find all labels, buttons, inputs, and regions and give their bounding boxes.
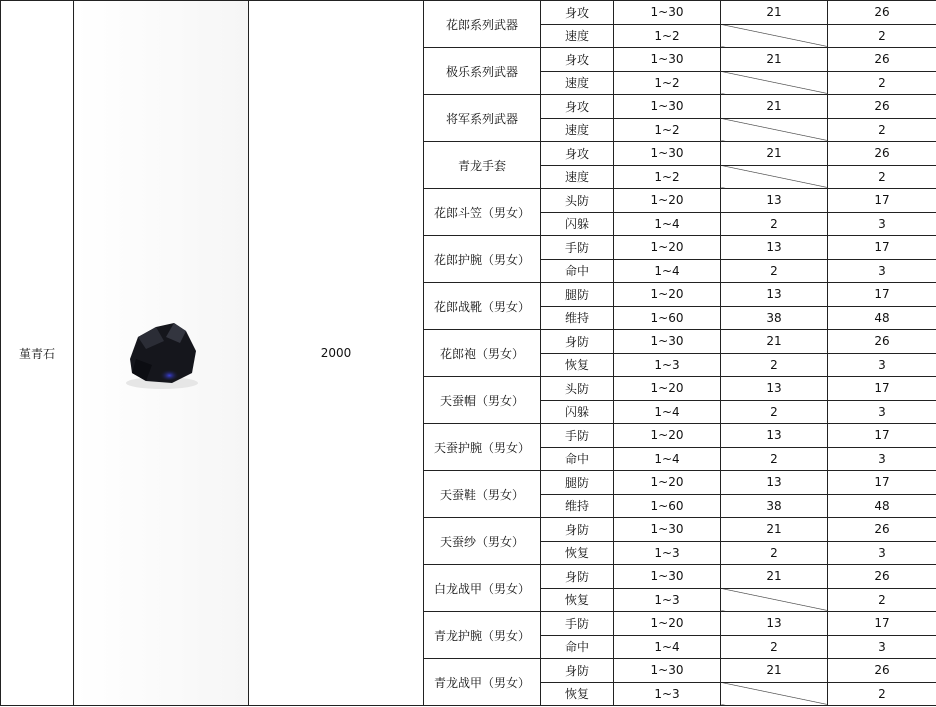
level-range: 1~30 — [614, 48, 721, 72]
level-range: 1~2 — [614, 165, 721, 189]
level-range: 1~60 — [614, 306, 721, 330]
value-max: 26 — [828, 142, 936, 166]
level-range: 1~2 — [614, 118, 721, 142]
value-max: 26 — [828, 518, 936, 542]
value-min: 2 — [721, 212, 828, 236]
level-range: 1~2 — [614, 71, 721, 95]
value-max: 3 — [828, 259, 936, 283]
value-max: 2 — [828, 118, 936, 142]
level-range: 1~3 — [614, 541, 721, 565]
item-name: 花郎战靴（男女） — [424, 283, 541, 330]
attribute-name: 身防 — [541, 518, 614, 542]
value-max: 48 — [828, 306, 936, 330]
item-name: 天蚕鞋（男女） — [424, 471, 541, 518]
value-min: 21 — [721, 659, 828, 683]
empty-slash-cell — [721, 588, 828, 612]
value-min: 2 — [721, 353, 828, 377]
value-min: 13 — [721, 424, 828, 448]
attribute-name: 身攻 — [541, 1, 614, 25]
item-name: 花郎护腕（男女） — [424, 236, 541, 283]
attribute-name: 命中 — [541, 635, 614, 659]
attribute-name: 手防 — [541, 236, 614, 260]
level-range: 1~20 — [614, 424, 721, 448]
level-range: 1~4 — [614, 635, 721, 659]
value-min: 21 — [721, 330, 828, 354]
value-max: 26 — [828, 659, 936, 683]
value-max: 3 — [828, 212, 936, 236]
value-min: 13 — [721, 283, 828, 307]
value-max: 17 — [828, 424, 936, 448]
value-max: 26 — [828, 565, 936, 589]
attribute-name: 命中 — [541, 447, 614, 471]
empty-slash-cell — [721, 682, 828, 706]
item-name: 花郎系列武器 — [424, 1, 541, 48]
level-range: 1~4 — [614, 259, 721, 283]
value-min: 2 — [721, 541, 828, 565]
value-max: 3 — [828, 541, 936, 565]
level-range: 1~60 — [614, 494, 721, 518]
attribute-name: 速度 — [541, 71, 614, 95]
level-range: 1~20 — [614, 189, 721, 213]
item-name: 花郎斗笠（男女） — [424, 189, 541, 236]
level-range: 1~20 — [614, 283, 721, 307]
value-max: 2 — [828, 165, 936, 189]
attribute-name: 维持 — [541, 306, 614, 330]
attribute-name: 腿防 — [541, 471, 614, 495]
value-min: 13 — [721, 189, 828, 213]
table-row — [1, 1, 936, 25]
value-min: 21 — [721, 518, 828, 542]
value-max: 17 — [828, 471, 936, 495]
attribute-name: 手防 — [541, 612, 614, 636]
dark-blue-ore-icon — [116, 313, 206, 393]
attribute-name: 恢复 — [541, 682, 614, 706]
level-range: 1~30 — [614, 518, 721, 542]
attribute-name: 闪躲 — [541, 400, 614, 424]
attribute-name: 维持 — [541, 494, 614, 518]
item-name: 将军系列武器 — [424, 95, 541, 142]
value-max: 3 — [828, 447, 936, 471]
level-range: 1~4 — [614, 400, 721, 424]
value-min: 38 — [721, 494, 828, 518]
item-name: 青龙手套 — [424, 142, 541, 189]
value-min: 2 — [721, 447, 828, 471]
attribute-name: 速度 — [541, 165, 614, 189]
value-max: 2 — [828, 71, 936, 95]
value-min: 13 — [721, 377, 828, 401]
attribute-name: 闪躲 — [541, 212, 614, 236]
value-min: 21 — [721, 565, 828, 589]
value-min: 2 — [721, 635, 828, 659]
attribute-name: 身防 — [541, 565, 614, 589]
attribute-name: 手防 — [541, 424, 614, 448]
value-min: 2 — [721, 400, 828, 424]
value-max: 3 — [828, 635, 936, 659]
value-max: 17 — [828, 189, 936, 213]
value-max: 2 — [828, 588, 936, 612]
value-min: 21 — [721, 95, 828, 119]
level-range: 1~30 — [614, 659, 721, 683]
level-range: 1~20 — [614, 612, 721, 636]
item-name: 青龙战甲（男女） — [424, 659, 541, 706]
value-max: 2 — [828, 24, 936, 48]
empty-slash-cell — [721, 24, 828, 48]
attribute-name: 身攻 — [541, 48, 614, 72]
value-max: 17 — [828, 283, 936, 307]
value-max: 3 — [828, 353, 936, 377]
level-range: 1~20 — [614, 377, 721, 401]
attribute-name: 速度 — [541, 24, 614, 48]
value-min: 13 — [721, 471, 828, 495]
attribute-name: 恢复 — [541, 541, 614, 565]
level-range: 1~3 — [614, 682, 721, 706]
attribute-name: 腿防 — [541, 283, 614, 307]
value-min: 2 — [721, 259, 828, 283]
level-range: 1~3 — [614, 353, 721, 377]
item-name: 白龙战甲（男女） — [424, 565, 541, 612]
attribute-name: 速度 — [541, 118, 614, 142]
level-range: 1~4 — [614, 447, 721, 471]
value-min: 38 — [721, 306, 828, 330]
level-range: 1~30 — [614, 565, 721, 589]
value-max: 26 — [828, 1, 936, 25]
empty-slash-cell — [721, 165, 828, 189]
value-max: 26 — [828, 330, 936, 354]
level-range: 1~4 — [614, 212, 721, 236]
material-image-cell — [74, 1, 249, 706]
attribute-name: 恢复 — [541, 353, 614, 377]
item-name: 天蚕帽（男女） — [424, 377, 541, 424]
material-amount: 2000 — [249, 1, 424, 706]
attribute-name: 命中 — [541, 259, 614, 283]
empty-slash-cell — [721, 71, 828, 95]
attribute-name: 身防 — [541, 659, 614, 683]
value-min: 13 — [721, 236, 828, 260]
level-range: 1~30 — [614, 142, 721, 166]
value-max: 48 — [828, 494, 936, 518]
attribute-name: 恢复 — [541, 588, 614, 612]
item-name: 天蚕纱（男女） — [424, 518, 541, 565]
value-max: 2 — [828, 682, 936, 706]
level-range: 1~30 — [614, 1, 721, 25]
attribute-name: 身攻 — [541, 95, 614, 119]
item-name: 极乐系列武器 — [424, 48, 541, 95]
item-name: 花郎袍（男女） — [424, 330, 541, 377]
level-range: 1~3 — [614, 588, 721, 612]
attribute-name: 头防 — [541, 377, 614, 401]
value-max: 26 — [828, 48, 936, 72]
value-max: 3 — [828, 400, 936, 424]
value-min: 21 — [721, 1, 828, 25]
attribute-name: 身攻 — [541, 142, 614, 166]
value-min: 21 — [721, 48, 828, 72]
material-name: 堇青石 — [1, 1, 74, 706]
level-range: 1~2 — [614, 24, 721, 48]
level-range: 1~30 — [614, 330, 721, 354]
attribute-name: 身防 — [541, 330, 614, 354]
level-range: 1~20 — [614, 236, 721, 260]
level-range: 1~30 — [614, 95, 721, 119]
level-range: 1~20 — [614, 471, 721, 495]
value-max: 26 — [828, 95, 936, 119]
item-name: 天蚕护腕（男女） — [424, 424, 541, 471]
item-name: 青龙护腕（男女） — [424, 612, 541, 659]
value-min: 13 — [721, 612, 828, 636]
empty-slash-cell — [721, 118, 828, 142]
value-min: 21 — [721, 142, 828, 166]
value-max: 17 — [828, 377, 936, 401]
value-max: 17 — [828, 612, 936, 636]
attribute-name: 头防 — [541, 189, 614, 213]
value-max: 17 — [828, 236, 936, 260]
